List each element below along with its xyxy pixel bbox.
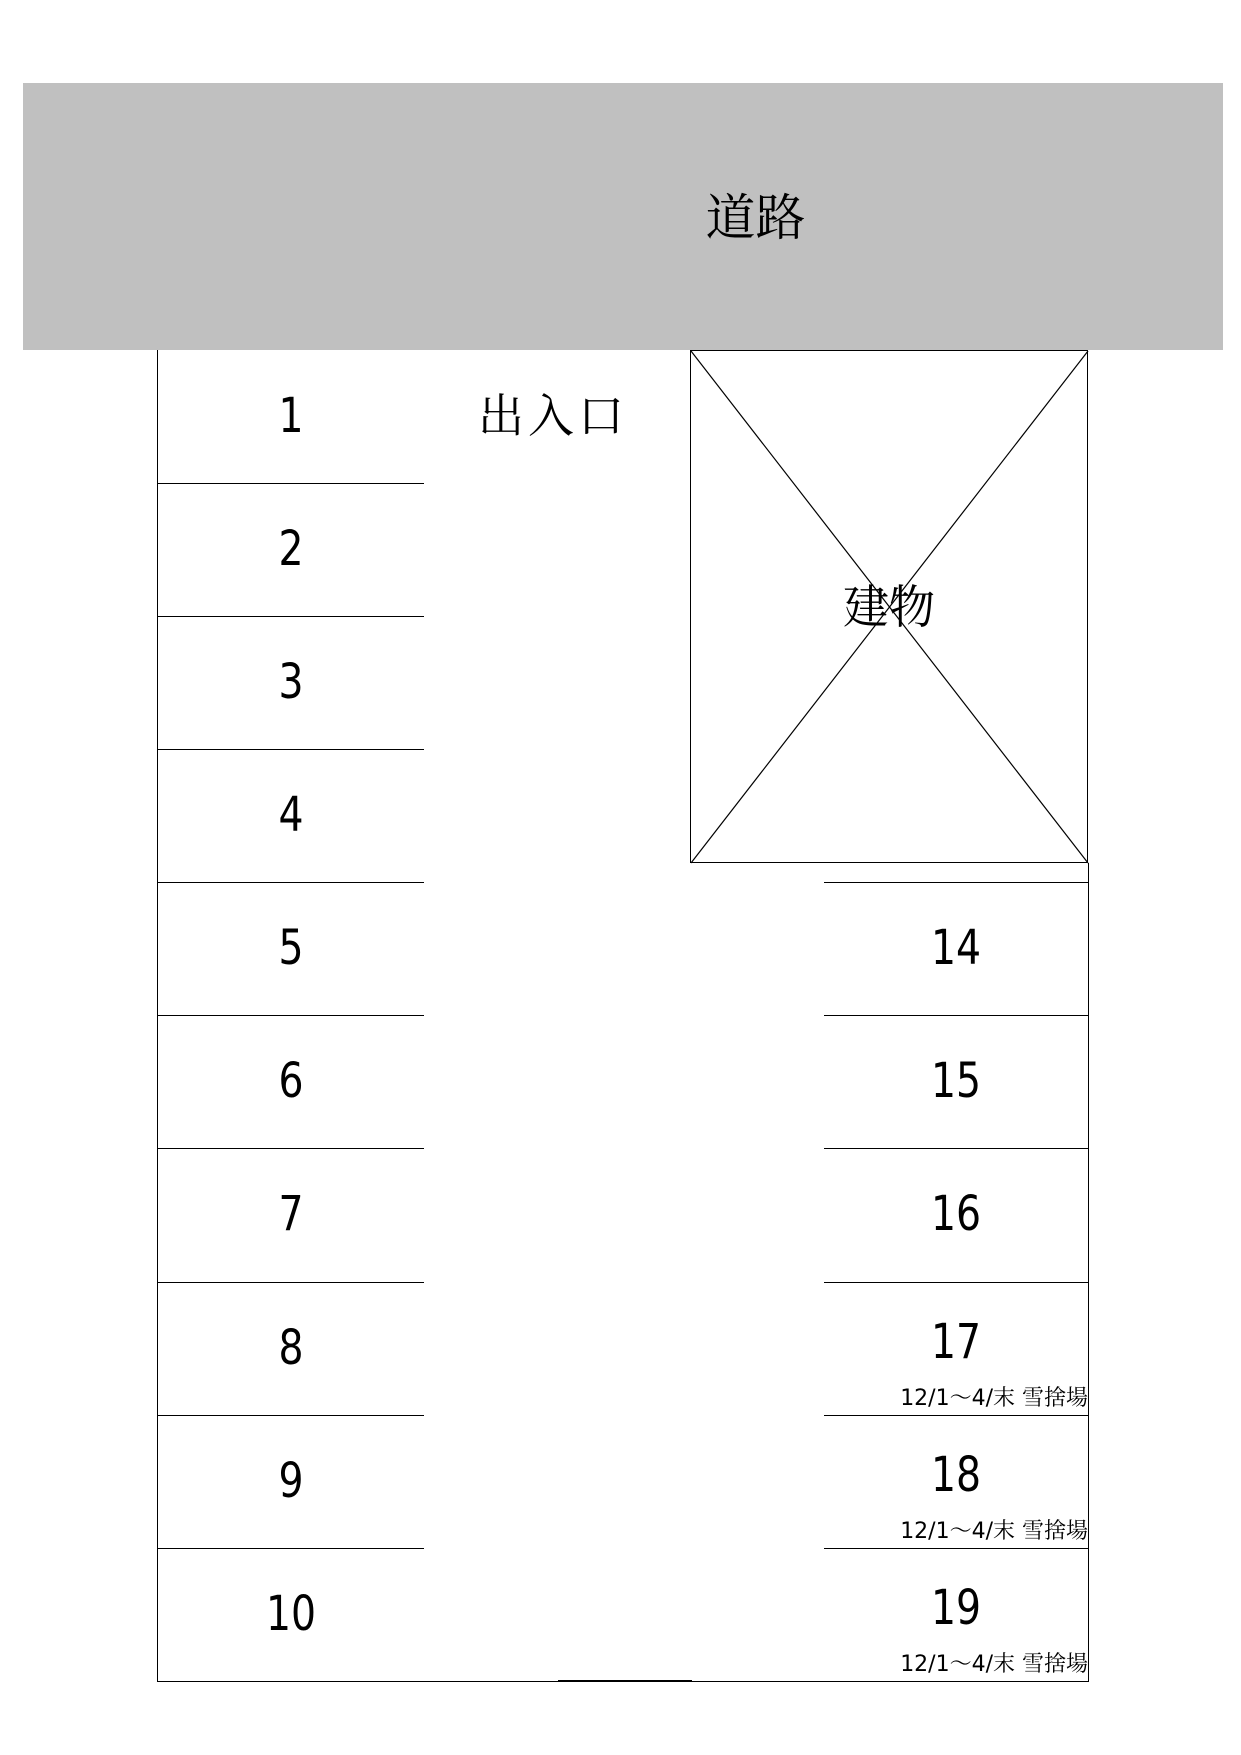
stall-7 [158, 1148, 424, 1281]
road-label: 道路 [705, 189, 806, 247]
stall-5 [158, 882, 424, 1015]
stall-number: 16 [930, 1186, 982, 1242]
stall-number: 2 [278, 521, 304, 577]
stall-number: 9 [278, 1453, 304, 1509]
entrance-label: 出入口 [478, 389, 628, 443]
stall-number: 10 [265, 1586, 317, 1642]
stall-3 [158, 616, 424, 749]
bottom-border-accent [558, 1680, 692, 1682]
stall-4 [158, 749, 424, 882]
stall-17 [824, 1282, 1088, 1415]
stall-1 [158, 350, 424, 483]
stall-10 [158, 1548, 424, 1681]
stall-18 [824, 1415, 1088, 1548]
stall-number: 8 [278, 1320, 304, 1376]
stall-6 [158, 1015, 424, 1148]
stall-number: 19 [930, 1580, 982, 1636]
building-label: 建物 [843, 580, 935, 634]
stall-number: 7 [278, 1186, 304, 1242]
stall-number: 5 [278, 920, 304, 976]
stall-16 [824, 1148, 1088, 1281]
stall-2 [158, 483, 424, 616]
stall-number: 3 [278, 654, 304, 710]
building [690, 350, 1088, 863]
stall-number: 17 [930, 1314, 982, 1370]
stall-number: 15 [930, 1053, 982, 1109]
stall-number: 6 [278, 1053, 304, 1109]
stall-number: 18 [930, 1447, 982, 1503]
stall-number: 1 [278, 388, 304, 444]
snow-dump-note: 12/1～4/末 雪捨場 [900, 1652, 1088, 1677]
right-border [1088, 863, 1089, 1682]
stall-9 [158, 1415, 424, 1548]
snow-dump-note: 12/1～4/末 雪捨場 [900, 1386, 1088, 1411]
stall-8 [158, 1282, 424, 1415]
stall-number: 4 [278, 787, 304, 843]
stall-19 [824, 1548, 1088, 1681]
snow-dump-note: 12/1～4/末 雪捨場 [900, 1519, 1088, 1544]
stall-14 [824, 882, 1088, 1015]
stall-number: 14 [930, 920, 982, 976]
stall-15 [824, 1015, 1088, 1148]
